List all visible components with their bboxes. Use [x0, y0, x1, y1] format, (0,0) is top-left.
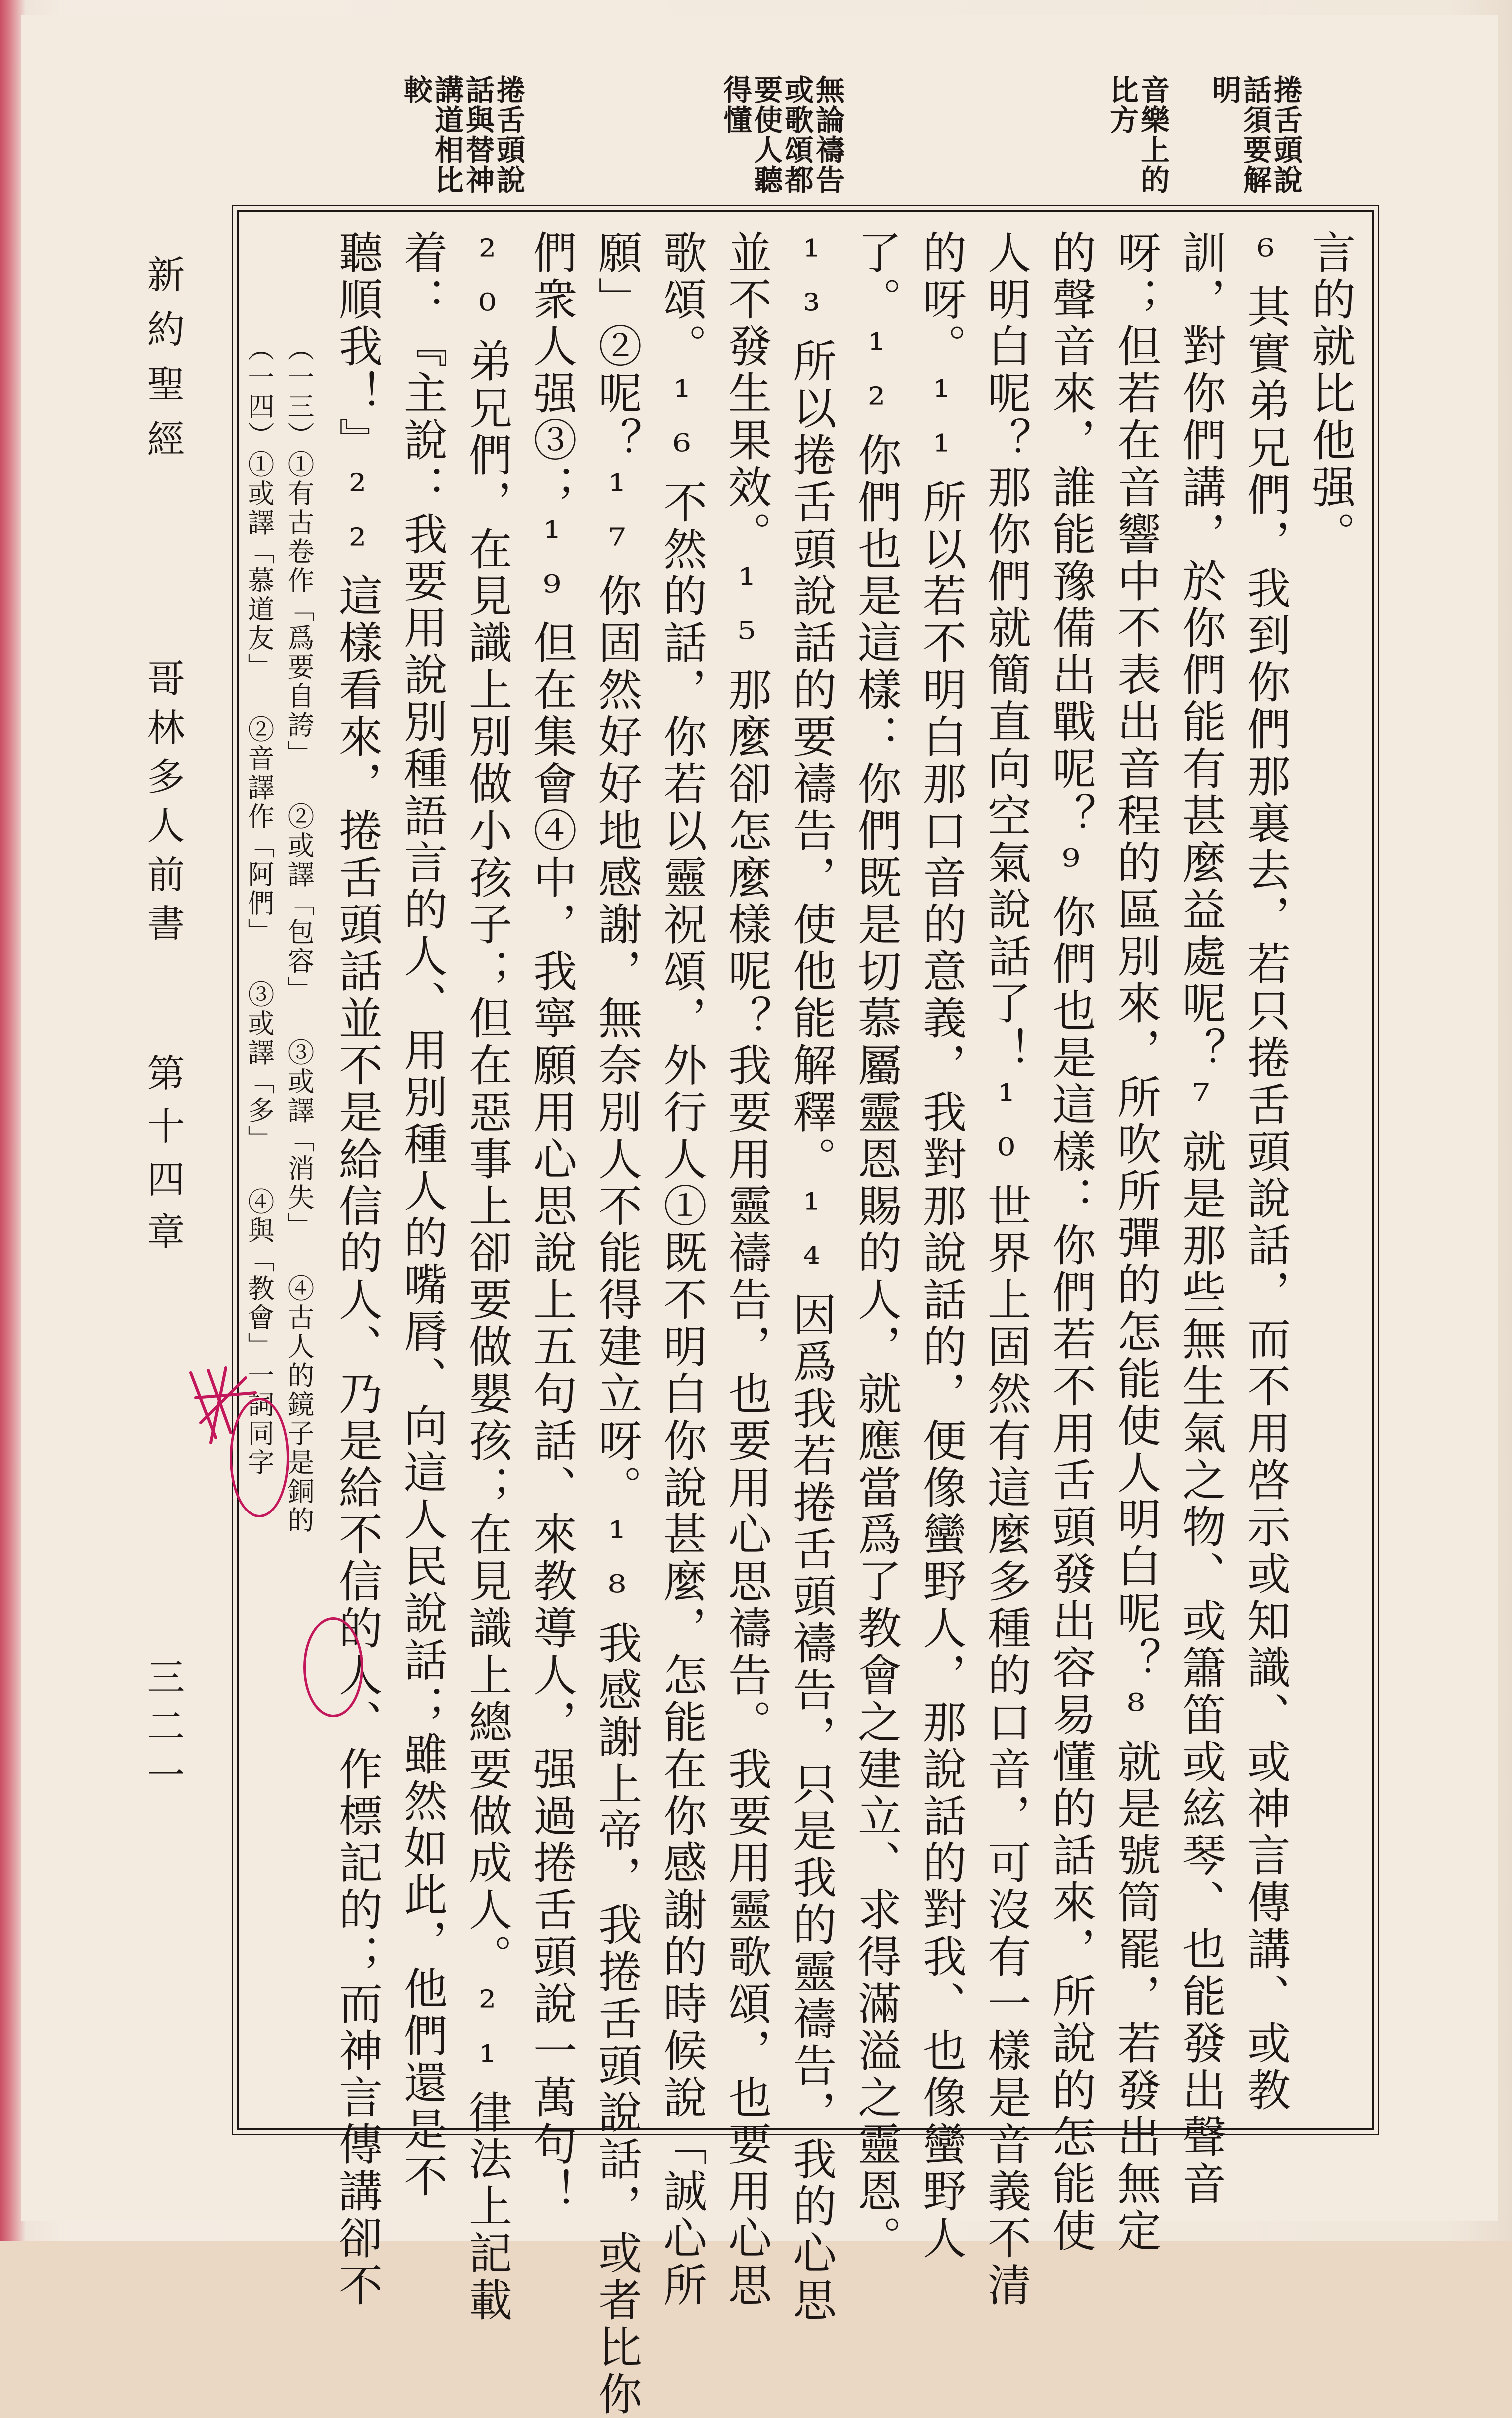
body-column: 言的就比他强。	[1305, 230, 1356, 558]
margin-note-1: 捲舌頭說 話須要解 明	[1207, 75, 1303, 195]
annotation-scribble	[181, 1363, 280, 1448]
book-page	[21, 15, 1498, 2418]
annotation-circle-tongde	[303, 1617, 363, 1717]
body-column: 呀；但若在音響中不表出音程的區別來，所吹所彈的怎能使人明白呢？⁸就是號筒罷，若發出無定	[1110, 230, 1162, 2255]
book-title: 新約聖經	[141, 255, 185, 474]
body-column: ²⁰弟兄們，在見識上別做小孩子；但在惡事上卻要做嬰孩；在見識上總要做成人。²¹律法上記載	[462, 230, 513, 2324]
body-column: 的呀。¹¹所以若不明白那口音的意義，我對那說話的，便像蠻野人，那說話的對我、也像蠻野人	[916, 230, 967, 2262]
chapter-label: 第十四章	[141, 1053, 185, 1265]
margin-note-2: 音樂上的 比方	[1105, 75, 1170, 195]
footnote-line: （一四）①或譯「慕道友」 ②音譯作「阿們」 ③或譯「多」 ④與「教會」一詞同字	[244, 334, 275, 1477]
body-column: 了。¹²你們也是這樣：你們既是切慕屬靈恩賜的人，就應當爲了教會之建立、求得滿溢之靈恩。	[851, 230, 902, 2262]
body-column: 人明白呢？那你們就簡直向空氣說話了！¹⁰世界上固然有這麼多種的口音，可沒有一樣是音義不清	[981, 230, 1032, 2309]
page-number: 三二一	[141, 1657, 185, 1804]
body-column: 聽順我！』²²這樣看來，捲舌頭話並不是給信的人、乃是給不信的人、作標記的；而神言傳講卻不	[332, 230, 383, 2309]
body-column: 歌頌。¹⁶不然的話，你若以靈祝頌，外行人①既不明白你說甚麼，怎能在你感謝的時候說「誠心所	[656, 230, 708, 2309]
body-column: 訓，對你們講，於你們能有甚麼益處呢？⁷就是那些無生氣之物、或簫笛或絃琴、也能發出聲音	[1175, 230, 1227, 2208]
body-column: 並不發生果效。¹⁵那麼卻怎麼樣呢？我要用靈禱告，也要用心思禱告。我要用靈歌頌，也要用心思	[721, 230, 772, 2309]
body-column: 着：『主說：我要用說別種語言的人、用別種人的嘴脣、向這人民說話；雖然如此，他們還是不	[397, 230, 448, 2200]
margin-note-3: 無論禱告 或歌頌都 要使人聽 得懂	[718, 75, 845, 195]
body-column: ⁶其實弟兄們，我到你們那裏去，若只捲舌頭說話，而不用啓示或知識、或神言傳講、或教	[1240, 230, 1291, 2114]
body-column: ¹³所以捲舌頭說話的要禱告，使他能解釋。¹⁴因爲我若捲舌頭禱告，只是我的靈禱告，我的心思	[786, 230, 837, 2324]
body-column: 的聲音來，誰能豫備出戰呢？⁹你們也是這樣：你們若不用舌頭發出容易懂的話來，所說的怎能使	[1045, 230, 1097, 2255]
margin-note-4: 捲舌頭說 話與替神 講道相比 較	[399, 75, 525, 195]
body-column: 願」②呢？¹⁷你固然好好地感謝，無奈別人不能得建立呀。¹⁸我感謝上帝，我捲舌頭說話，或者比你	[591, 230, 643, 2418]
footnote-line: （一三）①有古卷作「爲要自誇」 ②或譯「包容」 ③或譯「消失」 ④古人的鏡子是銅的	[283, 334, 315, 1535]
epistle-title: 哥林多人前書	[141, 659, 185, 952]
body-column: 們衆人强③；¹⁹但在集會④中，我寧願用心思說上五句話、來教導人，强過捲舌頭說一萬句！	[526, 230, 578, 2215]
